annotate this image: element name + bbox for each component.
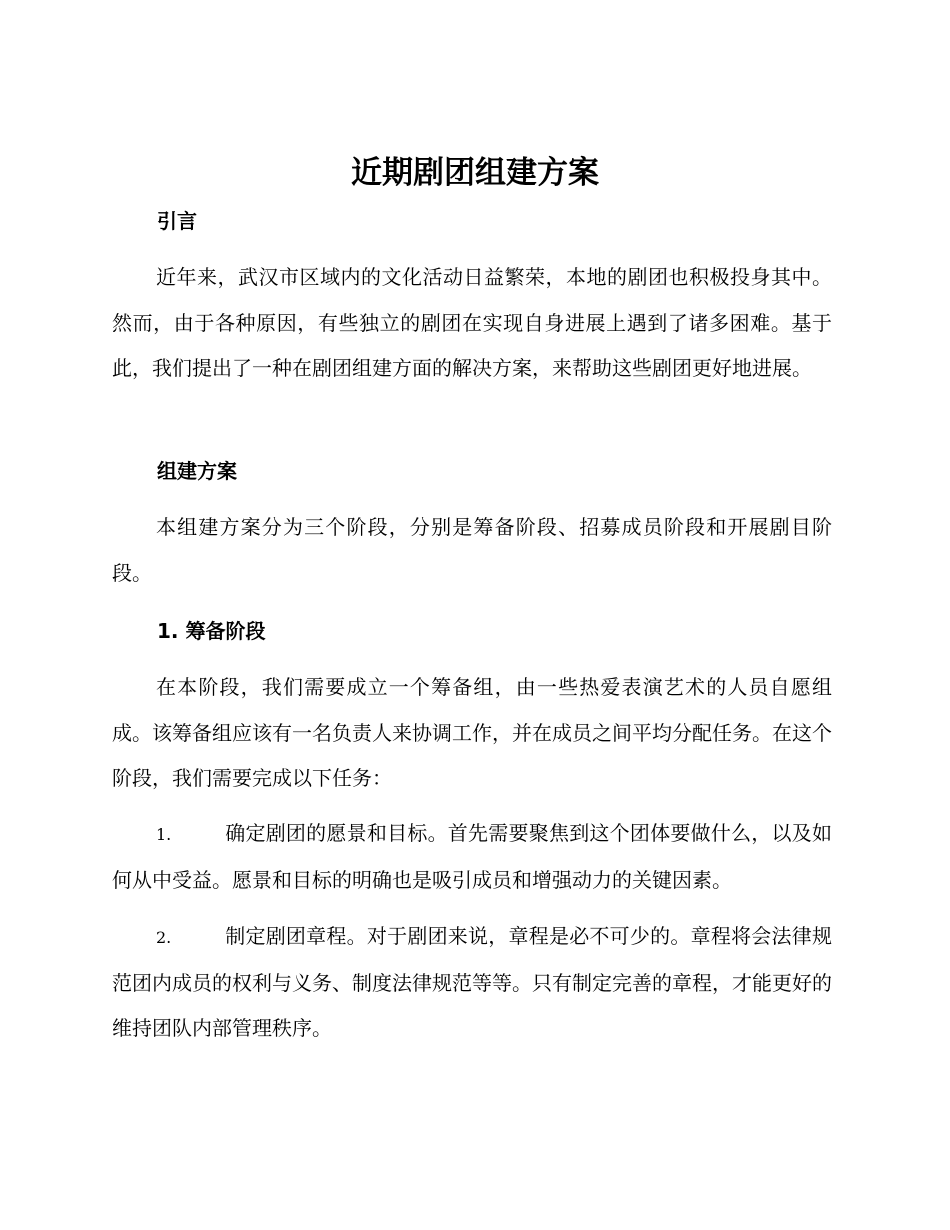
task-number-1: 1. <box>156 825 172 844</box>
task-number-2: 2. <box>156 928 172 947</box>
document-title: 近期剧团组建方案 <box>351 155 599 191</box>
task-item-2 <box>112 914 832 1052</box>
stage1-paragraph: 在本阶段，我们需要成立一个筹备组，由一些热爱表演艺术的人员自愿组成。该筹备组应该有一名负责人来协调工作，并在成员之间平均分配任务。在这个阶段，我们需要完成以下任务： <box>112 675 832 790</box>
task-text-2: 制定剧团章程。对于剧团来说，章程是必不可少的。章程将会法律规范团内成员的权利与义务、制度法律规范等等。只有制定完善的章程，才能更好的维持团队内部管理秩序。 <box>112 924 832 1040</box>
intro-paragraph: 近年来，武汉市区域内的文化活动日益繁荣，本地的剧团也积极投身其中。然而，由于各种原因，有些独立的剧团在实现自身进展上遇到了诸多困难。基于此，我们提出了一种在剧团组建方面的解决方案，来帮助这些剧团更好地进展。 <box>112 265 832 380</box>
section-heading-intro: 引言 <box>157 209 197 233</box>
task-item-1 <box>112 811 832 903</box>
section-heading-stage1: 1. 筹备阶段 <box>157 619 266 643</box>
task-text-1: 确定剧团的愿景和目标。首先需要聚焦到这个团体要做什么，以及如何从中受益。愿景和目标的明确也是吸引成员和增强动力的关键因素。 <box>112 821 832 892</box>
section-heading-plan: 组建方案 <box>157 459 237 483</box>
plan-paragraph: 本组建方案分为三个阶段，分别是筹备阶段、招募成员阶段和开展剧目阶段。 <box>112 515 832 585</box>
